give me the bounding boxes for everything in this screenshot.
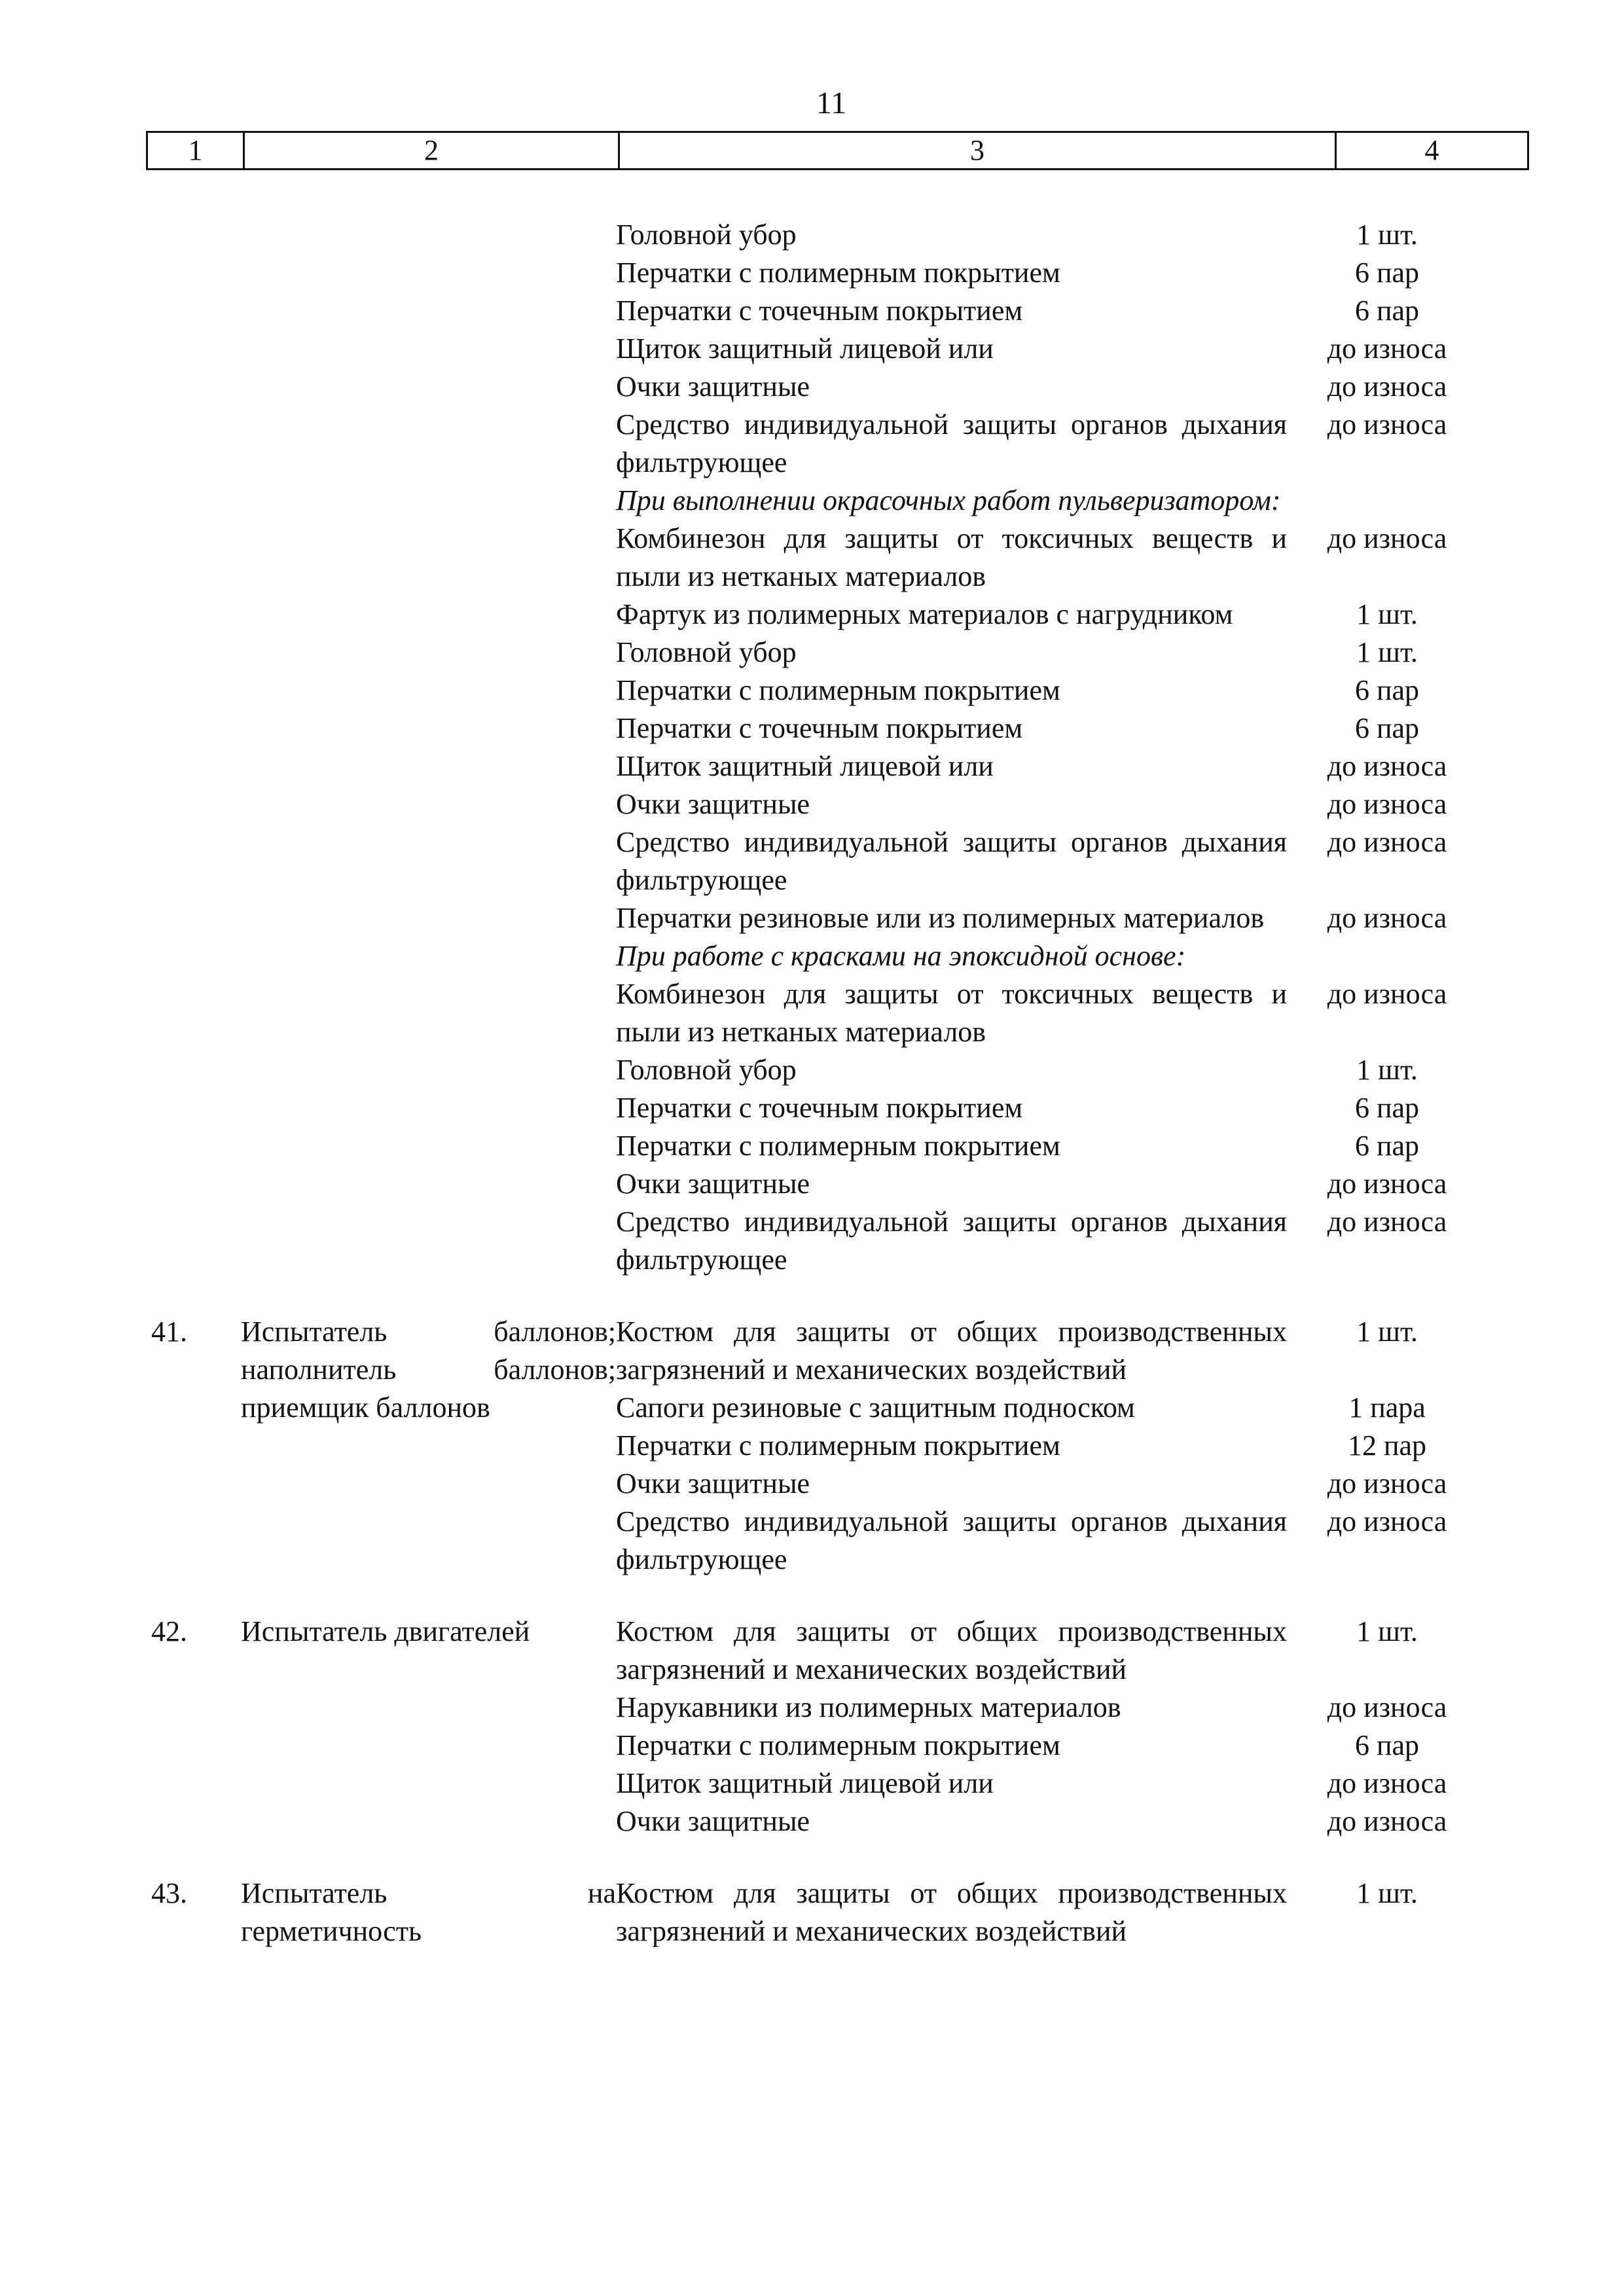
ppe-item-name: При работе с красками на эпоксидной основе: (616, 940, 1186, 972)
ppe-item-name: При выполнении окрасочных работ пульверизатором: (616, 484, 1281, 516)
ppe-item-name: Перчатки с точечным покрытием (616, 1092, 1023, 1124)
ppe-item (616, 216, 1529, 254)
profession-title-line: Испытатель двигателей (241, 1615, 530, 1647)
ppe-list (616, 1313, 1529, 1579)
ppe-item-quantity: до износа (1327, 788, 1447, 820)
ppe-item-quantity: 6 пар (1354, 674, 1420, 706)
ppe-item-name: Головной убор (616, 636, 797, 668)
ppe-item-quantity: до износа (1327, 826, 1447, 858)
ppe-list (616, 1874, 1529, 1950)
ppe-item (616, 1313, 1529, 1389)
table-row (146, 1313, 1529, 1579)
ppe-item (616, 1465, 1529, 1503)
ppe-item-name: Костюм для защиты от общих производственных загрязнений и механических воздействий (616, 1615, 1287, 1685)
ppe-item-name: Перчатки резиновые или из полимерных материалов (616, 902, 1265, 934)
ppe-item-name: Фартук из полимерных материалов с нагрудником (616, 598, 1233, 630)
table-header-row (146, 131, 1529, 170)
row-number: 42. (151, 1615, 187, 1647)
profession-title-line: Испытатель на (241, 1877, 616, 1909)
ppe-item-quantity: до износа (1327, 1206, 1447, 1238)
ppe-item (616, 1427, 1529, 1465)
ppe-item (616, 1803, 1529, 1840)
column-header-3: 3 (618, 133, 1335, 168)
table-row (146, 216, 1529, 1279)
ppe-subheading (616, 937, 1529, 975)
ppe-item (616, 292, 1529, 330)
ppe-item-name: Перчатки с полимерным покрытием (616, 674, 1060, 706)
ppe-item (616, 596, 1529, 634)
ppe-item (616, 1613, 1529, 1689)
profession-title-line: приемщик баллонов (241, 1391, 490, 1424)
ppe-item (616, 785, 1529, 823)
ppe-item-name: Перчатки с полимерным покрытием (616, 1429, 1060, 1462)
ppe-item-quantity: 6 пар (1354, 1130, 1420, 1162)
ppe-item-name: Комбинезон для защиты от токсичных веществ и пыли из нетканых материалов (616, 978, 1287, 1048)
ppe-item-name: Очки защитные (616, 1168, 810, 1200)
row-number: 43. (151, 1877, 187, 1909)
ppe-item-quantity: 6 пар (1354, 257, 1420, 289)
ppe-item (616, 1765, 1529, 1803)
column-header-1: 1 (188, 134, 203, 166)
ppe-item-name: Головной убор (616, 219, 797, 251)
ppe-item (616, 1389, 1529, 1427)
ppe-item-quantity: 1 шт. (1356, 1316, 1418, 1348)
ppe-item (616, 330, 1529, 368)
ppe-item-quantity: 1 шт. (1356, 598, 1418, 630)
page-number: 11 (816, 86, 847, 120)
profession-title-line: герметичность (241, 1915, 422, 1947)
ppe-item (616, 406, 1529, 482)
ppe-item-name: Щиток защитный лицевой или (616, 332, 994, 365)
ppe-item (616, 368, 1529, 406)
ppe-item-name: Щиток защитный лицевой или (616, 1767, 994, 1799)
ppe-item-quantity: до износа (1327, 1691, 1447, 1723)
ppe-item-quantity: 1 шт. (1356, 636, 1418, 668)
ppe-item-name: Перчатки с точечным покрытием (616, 295, 1023, 327)
ppe-item-name: Средство индивидуальной защиты органов дыхания фильтрующее (616, 408, 1287, 478)
ppe-item (616, 747, 1529, 785)
ppe-item-name: Очки защитные (616, 788, 810, 820)
ppe-item-quantity: до износа (1327, 902, 1447, 934)
ppe-item-name: Щиток защитный лицевой или (616, 750, 994, 782)
profession-title-line: наполнитель баллонов; (241, 1354, 616, 1386)
ppe-item (616, 975, 1529, 1051)
column-header-4: 4 (1335, 133, 1527, 168)
ppe-item-quantity: 12 пар (1347, 1429, 1427, 1462)
ppe-item-quantity: до износа (1327, 1767, 1447, 1799)
ppe-item-quantity: 1 шт. (1356, 1054, 1418, 1086)
ppe-item-quantity: 1 шт. (1356, 219, 1418, 251)
ppe-list (616, 1613, 1529, 1840)
ppe-item-quantity: 1 шт. (1356, 1877, 1418, 1909)
ppe-item-name: Костюм для защиты от общих производственных загрязнений и механических воздействий (616, 1316, 1287, 1386)
ppe-item-quantity: 1 пара (1348, 1391, 1426, 1424)
ppe-item (616, 1203, 1529, 1279)
ppe-item-quantity: до износа (1327, 522, 1447, 554)
ppe-item (616, 1689, 1529, 1727)
ppe-item-name: Перчатки с полимерным покрытием (616, 1130, 1060, 1162)
ppe-item-name: Очки защитные (616, 370, 810, 403)
ppe-list (616, 216, 1529, 1279)
ppe-item-quantity: до износа (1327, 408, 1447, 440)
ppe-item-name: Перчатки с полимерным покрытием (616, 257, 1060, 289)
ppe-item (616, 520, 1529, 596)
column-header-2: 2 (243, 133, 618, 168)
ppe-item (616, 672, 1529, 709)
ppe-item (616, 1874, 1529, 1950)
table-row (146, 1874, 1529, 1950)
ppe-item (616, 823, 1529, 899)
ppe-item-quantity: 6 пар (1354, 295, 1420, 327)
ppe-item (616, 1727, 1529, 1765)
ppe-item (616, 709, 1529, 747)
ppe-item-name: Средство индивидуальной защиты органов дыхания фильтрующее (616, 1206, 1287, 1276)
ppe-item-name: Перчатки с полимерным покрытием (616, 1729, 1060, 1761)
ppe-item (616, 899, 1529, 937)
ppe-item-quantity: до износа (1327, 978, 1447, 1010)
ppe-item-name: Перчатки с точечным покрытием (616, 712, 1023, 744)
ppe-item (616, 254, 1529, 292)
profession-title (241, 1613, 616, 1651)
ppe-item-name: Средство индивидуальной защиты органов дыхания фильтрующее (616, 1505, 1287, 1575)
ppe-item-name: Средство индивидуальной защиты органов дыхания фильтрующее (616, 826, 1287, 896)
ppe-item-quantity: 6 пар (1354, 712, 1420, 744)
ppe-item-quantity: до износа (1327, 1168, 1447, 1200)
profession-title-line: Испытатель баллонов; (241, 1316, 616, 1348)
ppe-item-name: Очки защитные (616, 1467, 810, 1499)
profession-title (241, 1313, 616, 1427)
table-body (146, 216, 1529, 1984)
ppe-item-quantity: до износа (1327, 370, 1447, 403)
ppe-item-name: Комбинезон для защиты от токсичных веществ и пыли из нетканых материалов (616, 522, 1287, 592)
ppe-item-name: Головной убор (616, 1054, 797, 1086)
ppe-item-quantity: до износа (1327, 1805, 1447, 1837)
ppe-item-name: Нарукавники из полимерных материалов (616, 1691, 1121, 1723)
ppe-item-quantity: до износа (1327, 1467, 1447, 1499)
ppe-item-name: Сапоги резиновые с защитным подноском (616, 1391, 1135, 1424)
row-number: 41. (151, 1316, 187, 1348)
ppe-item-quantity: 1 шт. (1356, 1615, 1418, 1647)
ppe-item-quantity: 6 пар (1354, 1092, 1420, 1124)
ppe-item (616, 1127, 1529, 1165)
ppe-item-quantity: 6 пар (1354, 1729, 1420, 1761)
ppe-item-name: Костюм для защиты от общих производственных загрязнений и механических воздействий (616, 1877, 1287, 1947)
ppe-item (616, 1503, 1529, 1579)
ppe-item (616, 1089, 1529, 1127)
table-row (146, 1613, 1529, 1840)
ppe-item (616, 634, 1529, 672)
ppe-item (616, 1051, 1529, 1089)
ppe-subheading (616, 482, 1529, 520)
ppe-item-quantity: до износа (1327, 750, 1447, 782)
ppe-item-quantity: до износа (1327, 1505, 1447, 1537)
profession-title (241, 1874, 616, 1950)
ppe-item-name: Очки защитные (616, 1805, 810, 1837)
ppe-item (616, 1165, 1529, 1203)
ppe-item-quantity: до износа (1327, 332, 1447, 365)
